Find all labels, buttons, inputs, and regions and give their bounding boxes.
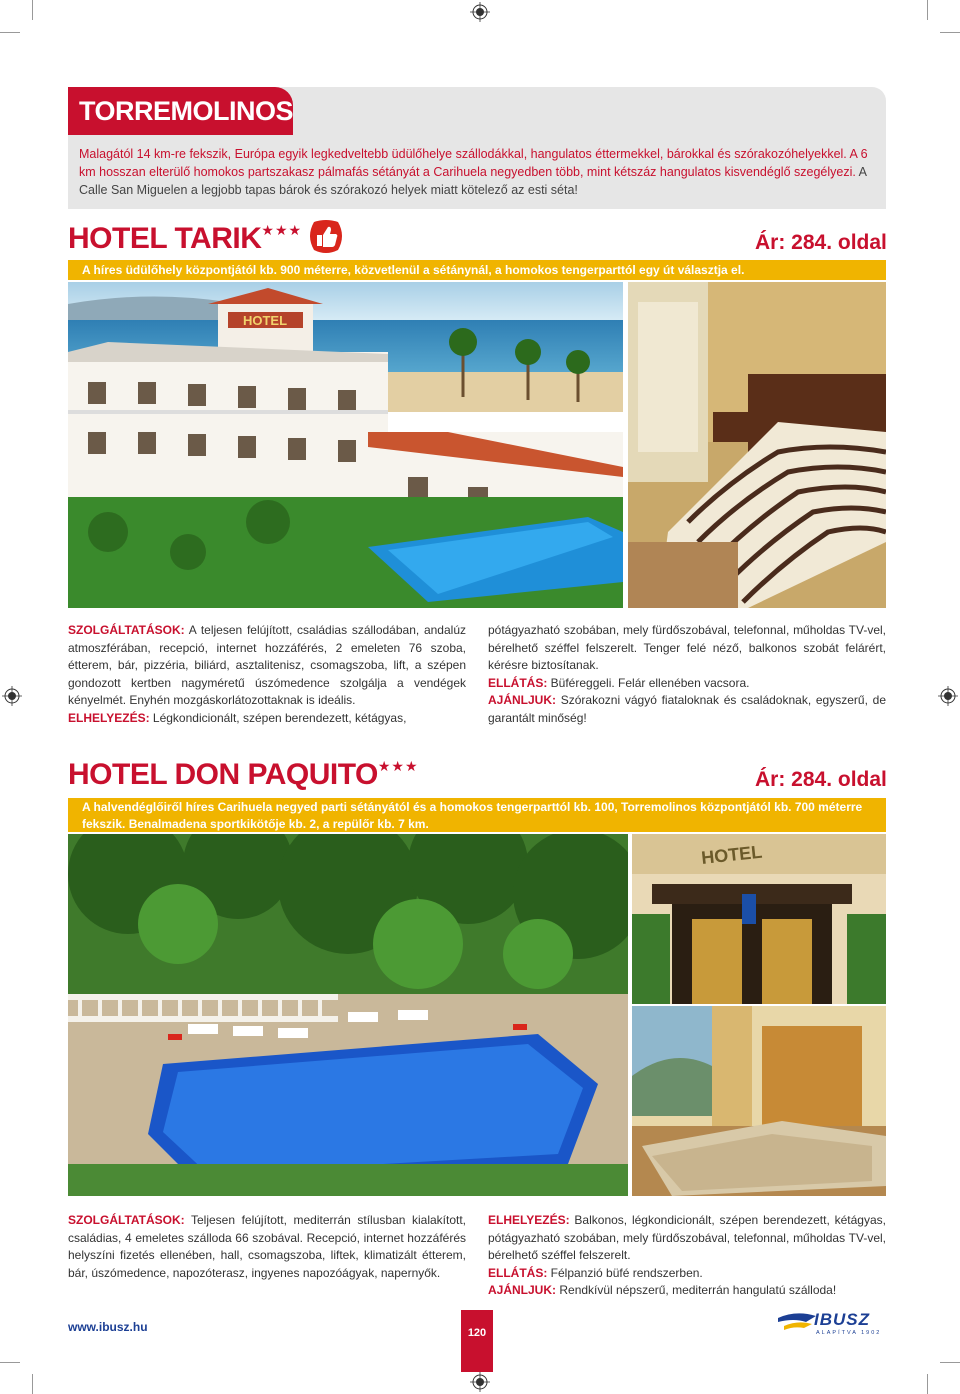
hotel2-price[interactable]: Ár: 284. oldal [755, 768, 887, 791]
hotel1-recommend-label: AJÁNLJUK: [488, 693, 557, 707]
hotel1-exterior-photo [68, 282, 623, 608]
registration-mark-icon [2, 686, 22, 706]
crop-mark [0, 1362, 20, 1363]
hotel1-description-left [68, 622, 466, 727]
hotel1-name: HOTEL TARIK [68, 222, 262, 255]
hotel2-description-left [68, 1212, 466, 1282]
hotel1-tagline: A híres üdülőhely központjától kb. 900 méterre, közvetlenül a sétánynál, a homokos tengerparttól egy út választja el. [82, 263, 745, 277]
page-number: 120 [467, 1327, 487, 1339]
hotel2-sign-text: HOTEL [700, 841, 764, 868]
crop-mark [940, 1362, 960, 1363]
hotel2-pool-photo [68, 834, 628, 1196]
hotel1-board-text: Büféreggeli. Felár ellenében vacsora. [547, 675, 750, 690]
hotel1-tagline-bar [68, 260, 886, 280]
hotel2-tagline-bar [68, 798, 886, 832]
hotel1-title [68, 222, 302, 256]
region-intro [79, 145, 879, 199]
crop-mark [32, 1374, 33, 1394]
hotel1-description-right [488, 622, 886, 727]
region-intro-red: Malagától 14 km-re fekszik, Európa egyik legkedveltebb üdülőhelye szállodákkal, hangulatos éttermekkel, bárokkal és szórakozóhelyekkel. A 6 km hosszan elterülő homokos partszakasz pálmafás sétányát a Carihuela negyedben több, mint kétszáz hangulatos kisvendéglő szegélyezi. [79, 147, 868, 179]
hotel2-services-label: SZOLGÁLTATÁSOK: [68, 1213, 185, 1227]
crop-mark [0, 32, 20, 33]
hotel1-price[interactable]: Ár: 284. oldal [755, 231, 887, 254]
registration-mark-icon [938, 686, 958, 706]
hotel1-recommend-text: Szórakozni vágyó fiataloknak és családoknak, egyszerű, de garantált minőség! [488, 693, 886, 725]
registration-mark-icon [470, 2, 490, 22]
hotel2-accommodation-text: Balkonos, légkondicionált, szépen berendezett, kétágyas, pótágyazható szobában, mely fürdőszobával, telefonnal, műholdas TV-vel, bérelhető széffel felszerelt. [488, 1213, 886, 1262]
hotel2-entrance-photo [632, 834, 886, 1004]
hotel-sign-text: HOTEL [242, 313, 288, 328]
page-number-box [461, 1310, 493, 1372]
region-intro-dark: A Calle San Miguelen a legjobb tapas bárok és szórakozó helyek miatt kötelező az esti séta! [79, 165, 867, 197]
hotel2-accommodation-label: ELHELYEZÉS: [488, 1213, 570, 1227]
ibusz-logo-subtext: ALAPÍTVA 1902 [816, 1330, 882, 1336]
hotel2-board-label: ELLÁTÁS: [488, 1265, 548, 1280]
hotel2-tagline: A halvendéglőiről híres Carihuela negyed parti sétányától és a homokos tengerparttól kb. 100, Torremolinos központjától kb. 700 méterre fekszik. Benalmadena sportkikötője kb. 2, a repülőr kb. 7 km. [82, 800, 863, 831]
hotel2-services-text: Teljesen felújított, mediterrán stílusban kialakított, családias, 4 emeletes szálloda 66 szobával. Recepció, internet hozzáférés helyszíni fizetés ellenében, hall, csomagszoba, liftek, klimatizált étterem, bár, úszómedence, napozóterasz, ingyenes napozóágyak, napernyők. [68, 1213, 466, 1280]
hotel1-accommodation-text: Légkondicionált, szépen berendezett, kétágyas, [149, 710, 407, 725]
hotel1-board-label: ELLÁTÁS: [488, 675, 548, 690]
hotel1-services-label: SZOLGÁLTATÁSOK: [68, 623, 185, 637]
hotel1-stars: ★★★ [261, 222, 303, 238]
hotel2-recommend-label: AJÁNLJUK: [488, 1283, 557, 1297]
ibusz-logo [776, 1308, 888, 1340]
hotel2-name: HOTEL DON PAQUITO [68, 758, 378, 791]
crop-mark [940, 32, 960, 33]
hotel2-stars: ★★★ [377, 758, 419, 774]
footer-website-link[interactable]: www.ibusz.hu [68, 1320, 148, 1334]
region-title: TORREMOLINOS [79, 96, 294, 126]
crop-mark [927, 0, 928, 20]
hotel1-services-text: A teljesen felújított, családias szállodában, andalúz atmoszférában, recepció, internet hozzáférés, 2 emeleten 76 szoba, étterem, bár, pizzéria, biliárd, asztalitenisz, csomagszoba, lift, a szépen gondozott kertben nagyméretű úszómedence szolgálja a vendégek kényelmét. Enyhén mozgáskorlátozottaknak is ideális. [68, 623, 466, 707]
hotel2-board-text: Félpanzió büfé rendszerben. [547, 1265, 703, 1280]
ibusz-logo-text: IBUSZ [814, 1310, 870, 1329]
hotel1-accommodation-label: ELHELYEZÉS: [68, 710, 150, 725]
hotel1-room-photo [628, 282, 886, 608]
thumbs-up-icon [306, 218, 346, 256]
hotel2-recommend-text: Rendkívül népszerű, mediterrán hangulatú szálloda! [556, 1283, 837, 1297]
crop-mark [927, 1374, 928, 1394]
hotel2-title [68, 758, 419, 792]
hotel2-room-photo [632, 1006, 886, 1196]
hotel2-description-right [488, 1212, 886, 1300]
crop-mark [32, 0, 33, 20]
hotel1-accommodation-cont: pótágyazható szobában, mely fürdőszobával, telefonnal, műholdas TV-vel, bérelhető széffel felszerelt. Tenger felé néző, balkonos szobát felárért, kérésre biztosítanak. [488, 623, 886, 672]
registration-mark-icon [470, 1372, 490, 1392]
